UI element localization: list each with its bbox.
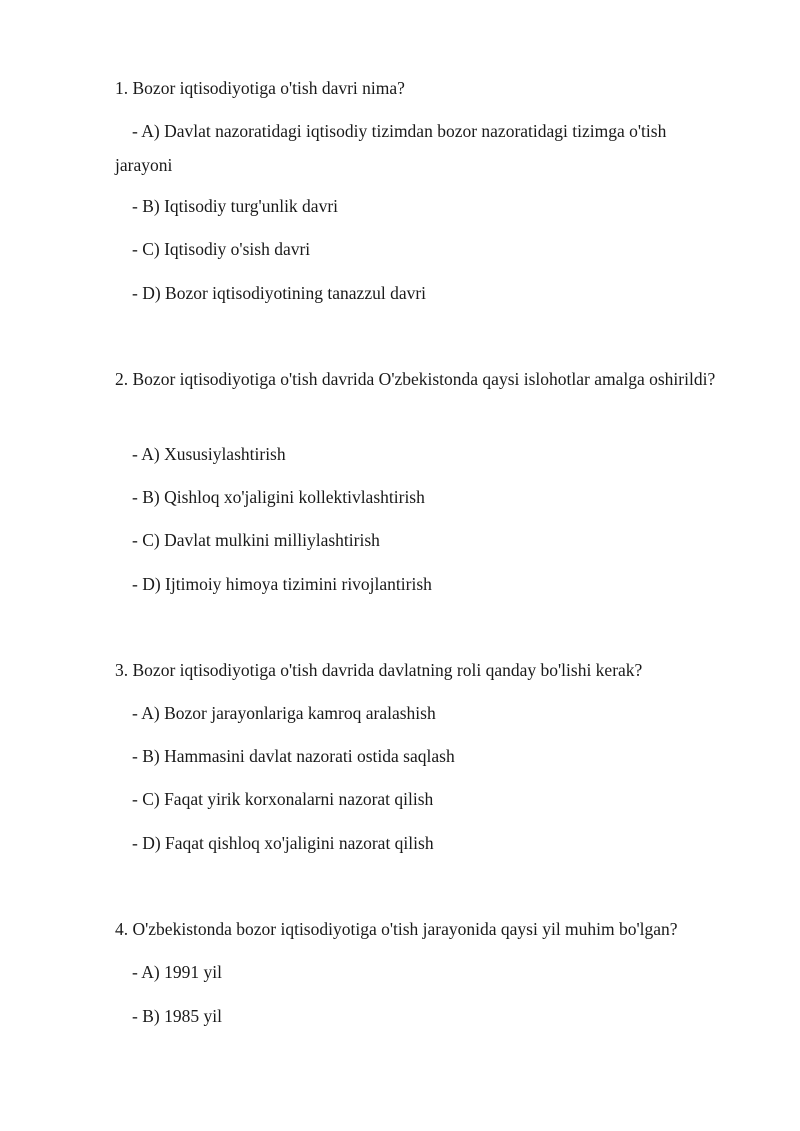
question-3-option-c: - C) Faqat yirik korxonalarni nazorat qilish (132, 789, 434, 809)
question-4-option-b: - B) 1985 yil (132, 1006, 222, 1026)
question-2-option-c: - C) Davlat mulkini milliylashtirish (132, 530, 380, 550)
question-4: 4. O'zbekistonda bozor iqtisodiyotiga o'tish jarayonida qaysi yil muhim bo'lgan? (115, 919, 678, 939)
question-4-option-a: - A) 1991 yil (132, 962, 222, 982)
question-2-option-a: - A) Xususiylashtirish (132, 444, 286, 464)
question-1-option-c: - C) Iqtisodiy o'sish davri (132, 239, 311, 259)
question-1-option-b: - B) Iqtisodiy turg'unlik davri (132, 196, 339, 216)
question-1: 1. Bozor iqtisodiyotiga o'tish davri nima? (115, 78, 405, 98)
question-3-option-d: - D) Faqat qishloq xo'jaligini nazorat qilish (132, 833, 434, 853)
question-1-option-d: - D) Bozor iqtisodiyotining tanazzul davri (132, 283, 427, 303)
question-2-option-b: - B) Qishloq xo'jaligini kollektivlashtirish (132, 487, 425, 507)
question-2: 2. Bozor iqtisodiyotiga o'tish davrida O'zbekistonda qaysi islohotlar amalga oshirildi? (115, 369, 716, 389)
question-3-option-a: - A) Bozor jarayonlariga kamroq aralashish (132, 703, 436, 723)
question-3-option-b: - B) Hammasini davlat nazorati ostida saqlash (132, 746, 455, 766)
question-2-option-d: - D) Ijtimoiy himoya tizimini rivojlantirish (132, 574, 432, 594)
question-3: 3. Bozor iqtisodiyotiga o'tish davrida davlatning roli qanday bo'lishi kerak? (115, 660, 643, 680)
question-1-option-a: - A) Davlat nazoratidagi iqtisodiy tizimdan bozor nazoratidagi tizimga o'tish jarayoni (115, 121, 667, 175)
